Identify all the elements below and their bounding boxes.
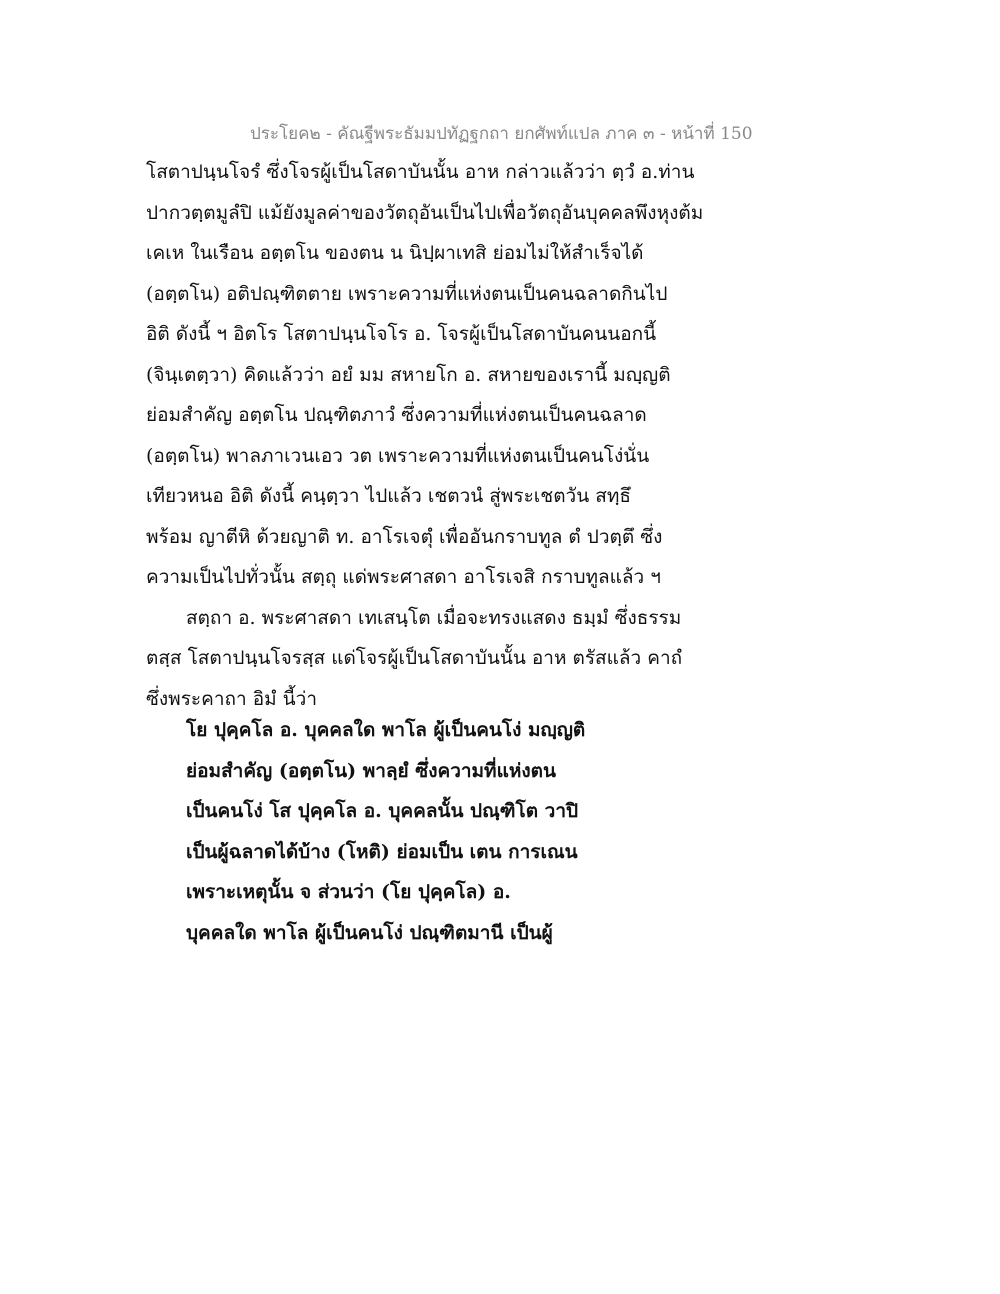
page-header: ประโยค๒ - คัณฐีพระธัมมปทัฏฐกถา ยกศัพท์แปล ภาค ๓ - หน้าที่ 150 xyxy=(250,124,753,144)
text-line: (จินฺเตตฺวา) คิดแล้วว่า อยํ มม สหายโก อ. สหายของเรานี้ มญฺญติ xyxy=(146,363,671,386)
verse-block xyxy=(186,710,746,953)
verse-line: เป็นผู้ฉลาดได้บ้าง (โหติ) ย่อมเป็น เตน การเณน xyxy=(186,840,578,863)
text-line: อิติ ดังนี้ ฯ อิตโร โสตาปนฺนโจโร อ. โจรผู้เป็นโสดาบันคนนอกนี้ xyxy=(146,323,657,345)
verse-line: โย ปุคฺคโล อ. บุคคลใด พาโล ผู้เป็นคนโง่ มญฺญติ xyxy=(186,719,586,741)
text-line: เคเห ในเรือน อตฺตโน ของตน น นิปฺผาเทสิ ย่อมไม่ให้สำเร็จได้ xyxy=(146,242,644,264)
text-line: ย่อมสำคัญ อตฺตโน ปณฺฑิตภาวํ ซึ่งความที่แห่งตนเป็นคนฉลาด xyxy=(146,404,647,426)
verse-line: เป็นคนโง่ โส ปุคฺคโล อ. บุคคลนั้น ปณฺฑิโต วาปิ xyxy=(186,800,579,822)
verse-line: ย่อมสำคัญ (อตฺตโน) พาลฺยํ ซึ่งความที่แห่งตน xyxy=(186,759,556,782)
text-line: เทียวหนอ อิติ ดังนี้ คนฺตฺวา ไปแล้ว เชตวนํ สู่พระเชตวัน สทฺธึ xyxy=(146,485,631,507)
text-line: ซึ่งพระคาถา อิมํ นี้ว่า xyxy=(146,687,317,710)
verse-line: เพราะเหตุนั้น จ ส่วนว่า (โย ปุคฺคโล) อ. xyxy=(186,881,511,903)
text-line: โสตาปนฺนโจรํ ซึ่งโจรผู้เป็นโสดาบันนั้น อาห กล่าวแล้วว่า ตฺวํ อ.ท่าน xyxy=(146,161,695,183)
text-line: ปากวตฺตมูลํปิ แม้ยังมูลค่าของวัตถุอันเป็นไปเพื่อวัตถุอันบุคคลพึงหุงต้ม xyxy=(146,201,704,224)
text-line: ความเป็นไปทั่วนั้น สตฺถุ แด่พระศาสดา อาโรเจสิ กราบทูลแล้ว ฯ xyxy=(146,566,661,588)
body-paragraph xyxy=(146,152,746,719)
text-line-indented: สตฺถา อ. พระศาสดา เทเสนฺโต เมื่อจะทรงแสดง ธมฺมํ ซึ่งธรรม xyxy=(186,606,682,629)
verse-line: บุคคลใด พาโล ผู้เป็นคนโง่ ปณฺฑิตมานี เป็นผู้ xyxy=(186,921,553,944)
text-line: (อตฺตโน) อติปณฺฑิตตาย เพราะความที่แห่งตนเป็นคนฉลาดกินไป xyxy=(146,282,668,305)
text-line: พร้อม ญาตีหิ ด้วยญาติ ท. อาโรเจตุํ เพื่ออันกราบทูล ตํ ปวตฺตึ ซึ่ง xyxy=(146,525,663,548)
text-line: (อตฺตโน) พาลภาเวนเอว วต เพราะความที่แห่งตนเป็นคนโง่นั่น xyxy=(146,444,650,467)
text-line: ตสฺส โสตาปนฺนโจรสฺส แด่โจรผู้เป็นโสดาบันนั้น อาห ตรัสแล้ว คาถํ xyxy=(146,647,683,669)
